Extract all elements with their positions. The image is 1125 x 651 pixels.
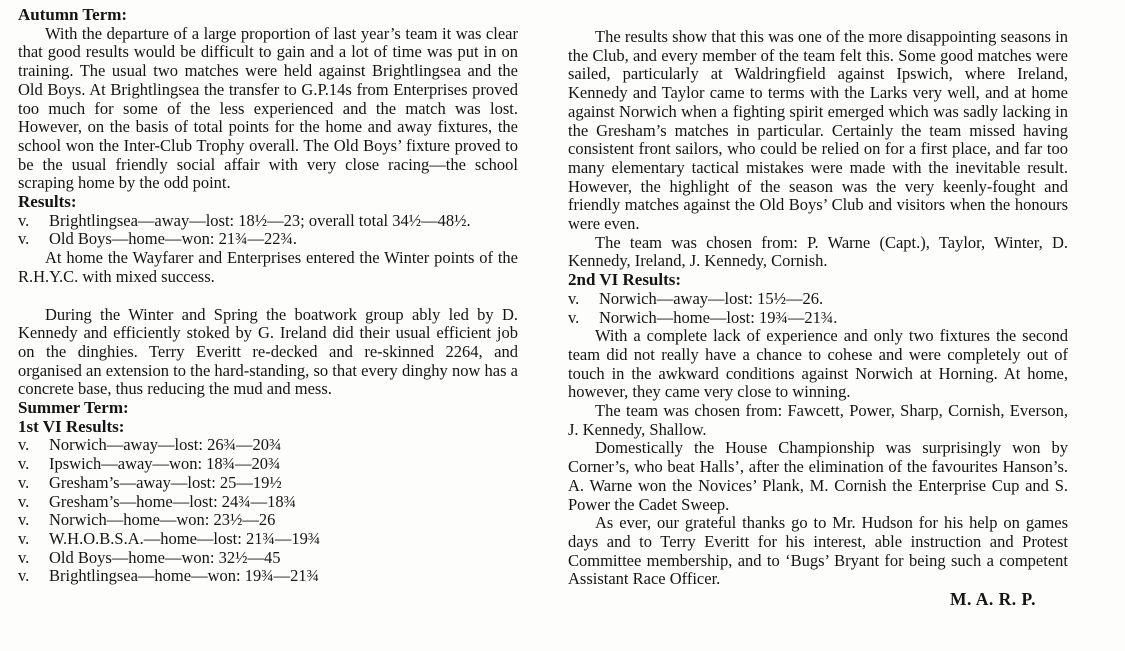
result-text: W.H.O.B.S.A.—home—lost: 21¾—19¾	[49, 528, 321, 548]
result-row	[18, 511, 518, 530]
versus-prefix: v.	[18, 566, 30, 586]
results-heading: Results:	[18, 192, 77, 212]
versus-prefix: v.	[18, 528, 30, 548]
result-row	[18, 212, 518, 231]
thanks-paragraph: As ever, our grateful thanks go to Mr. Hudson for his help on games days and to Terry Everitt for his interest, able instruction and Protest Committee membership, and to ‘Bugs’ Bryant for being such a competent Assistant Race Officer.	[568, 513, 1068, 589]
rhyc-paragraph: At home the Wayfarer and Enterprises entered the Winter points of the R.H.Y.C. with mixed success.	[18, 248, 518, 286]
versus-prefix: v.	[18, 547, 30, 567]
autumn-term-heading: Autumn Term:	[18, 5, 128, 24]
result-row	[18, 493, 518, 512]
first-team-selection-paragraph: The team was chosen from: P. Warne (Capt.), Taylor, Winter, D. Kennedy, Ireland, J. Kennedy, Cornish.	[568, 232, 1068, 271]
result-text: Gresham’s—away—lost: 25—19½	[49, 472, 282, 492]
result-text: Brightlingsea—home—won: 19¾—21¾	[49, 566, 319, 586]
result-text: Gresham’s—home—lost: 24¾—18¾	[49, 491, 297, 511]
boatwork-paragraph: During the Winter and Spring the boatwork group ably led by D. Kennedy and efficiently stoked by G. Ireland did their usual efficient job on the dinghies. Terry Everitt re-decked and re-skinned 2264, and organised an extension to the hard-standing, so that every dinghy now has a concrete base, thus reducing the mud and mess.	[18, 304, 518, 399]
result-text: Norwich—away—lost: 26¾—20¾	[49, 435, 282, 455]
versus-prefix: v.	[18, 454, 30, 474]
result-row	[18, 567, 518, 586]
second-vi-results-heading: 2nd VI Results:	[568, 270, 682, 290]
versus-prefix: v.	[18, 210, 30, 230]
result-row	[568, 290, 1068, 309]
result-row	[18, 230, 518, 249]
right-column	[568, 6, 1068, 609]
result-text: Old Boys—home—won: 21¾—22¾.	[49, 229, 297, 249]
result-row	[568, 309, 1068, 328]
second-team-comment-paragraph: With a complete lack of experience and only two fixtures the second team did not really have a chance to cohese and were completely out of touch in the awkward conditions against Norwich at Horning. At home, however, they came very close to winning.	[568, 326, 1068, 402]
result-text: Norwich—home—lost: 19¾—21¾.	[599, 307, 838, 327]
result-row	[18, 455, 518, 474]
result-text: Ipswich—away—won: 18¾—20¾	[49, 454, 281, 474]
result-text: Norwich—away—lost: 15½—26.	[599, 288, 824, 308]
result-row	[18, 530, 518, 549]
result-row	[18, 549, 518, 568]
versus-prefix: v.	[18, 510, 30, 530]
second-team-selection-paragraph: The team was chosen from: Fawcett, Power, Sharp, Cornish, Everson, J. Kennedy, Shallow.	[568, 401, 1068, 439]
autumn-paragraph: With the departure of a large proportion of last year’s team it was clear that good results would be difficult to gain and a lot of time was put in on training. The usual two matches were held against Brightlingsea and the Old Boys. At Brightlingsea the transfer to G.P.14s from Enterprises proved too much for some of the less experienced and the match was lost. However, on the basis of total points for the home and away fixtures, the school won the Inter-Club Trophy overall. The Old Boys’ fixture proved to be the usual friendly social affair with very close racing—the school scraping home by the odd point.	[18, 23, 518, 193]
left-column	[18, 6, 518, 609]
season-summary-paragraph: The results show that this was one of the more disappointing seasons in the Club, and every member of the team felt this. Some good matches were sailed, particularly at Waldringfield against Ipswich, where Ireland, Kennedy and Taylor came to terms with the Larks very well, and at home against Norwich when a fighting spirit emerged which was sadly lacking in the Gresham’s matches in particular. Certainly the team missed having consistent front sailors, who could be relied on for a first place, and far too many elementary tactical mistakes were made with the inevitable result. However, the highlight of the season was the very keenly-fought and friendly matches against the Old Boys’ Club and visitors when the honours were even.	[568, 27, 1068, 234]
author-initials: M. A. R. P.	[949, 589, 1036, 610]
result-text: Old Boys—home—won: 32½—45	[49, 547, 281, 567]
versus-prefix: v.	[568, 307, 580, 327]
summer-term-heading: Summer Term:	[18, 398, 129, 418]
house-championship-paragraph: Domestically the House Championship was surprisingly won by Corner’s, who beat Halls’, after the elimination of the favourites Hanson’s. A. Warne won the Novices’ Plank, M. Cornish the Enterprise Cup and S. Power the Cadet Sweep.	[568, 438, 1068, 514]
result-text: Brightlingsea—away—lost: 18½—23; overall total 34½—48½.	[49, 210, 471, 230]
result-row	[18, 436, 518, 455]
versus-prefix: v.	[18, 472, 30, 492]
versus-prefix: v.	[18, 491, 30, 511]
versus-prefix: v.	[18, 435, 30, 455]
result-text: Norwich—home—won: 23½—26	[49, 510, 276, 530]
result-row	[18, 474, 518, 493]
versus-prefix: v.	[18, 229, 30, 249]
first-vi-results-heading: 1st VI Results:	[18, 416, 125, 436]
versus-prefix: v.	[568, 288, 580, 308]
